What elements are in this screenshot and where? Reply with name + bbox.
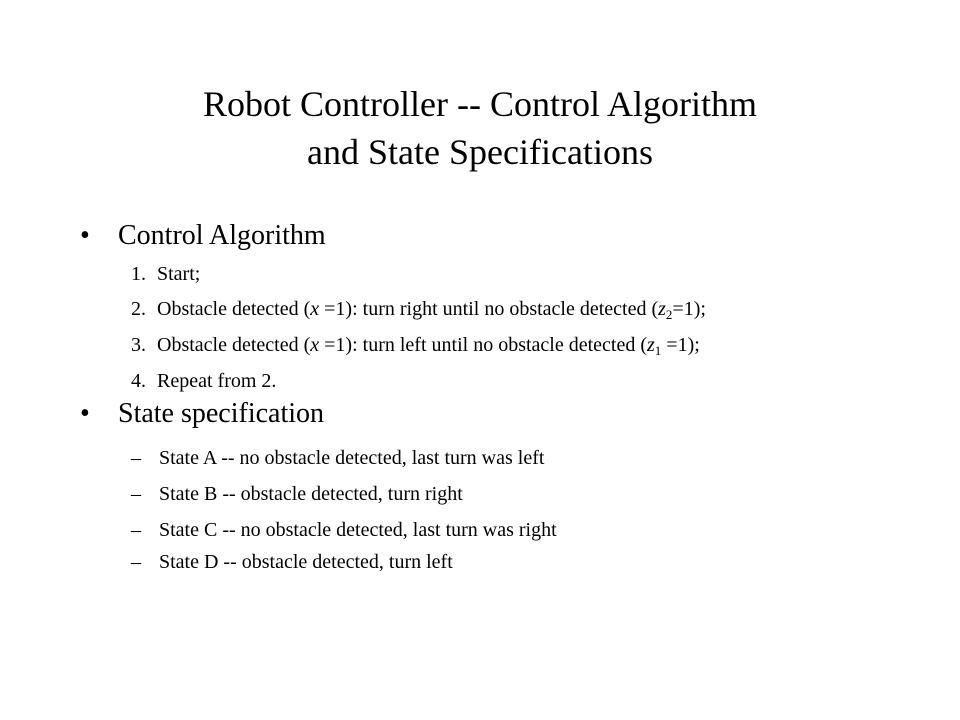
state-text: State D -- obstacle detected, turn left [159, 551, 453, 573]
bullet-dot-icon: • [80, 398, 90, 429]
step-text-post: =1); [672, 298, 706, 320]
title-line-1: Robot Controller -- Control Algorithm [203, 84, 757, 124]
state-text: State C -- no obstacle detected, last turn was right [159, 519, 557, 541]
state-item-c [131, 518, 557, 542]
step-number: 2. [131, 298, 146, 320]
step-number: 4. [131, 370, 146, 392]
bullet-dot-icon: • [80, 220, 90, 251]
dash-icon: – [131, 447, 141, 469]
algorithm-step-1 [131, 262, 200, 286]
state-item-a [131, 446, 544, 470]
algorithm-step-3 [131, 333, 700, 357]
step-variable: x [310, 298, 320, 320]
dash-icon: – [131, 551, 141, 573]
step-text-mid: =1): turn right until no obstacle detected ( [319, 298, 659, 320]
algorithm-step-4 [131, 369, 276, 393]
step-number: 1. [131, 263, 146, 285]
step-condition-subscript: 2 [665, 307, 673, 322]
bullet-state-specification [80, 398, 324, 430]
title-line-2: and State Specifications [307, 132, 653, 172]
step-text-pre: Obstacle detected ( [157, 334, 311, 356]
step-text-mid: =1): turn left until no obstacle detected ( [319, 334, 647, 356]
algorithm-step-2 [131, 297, 706, 321]
state-item-d [131, 550, 453, 574]
state-text: State B -- obstacle detected, turn right [159, 483, 463, 505]
step-condition-variable: z [658, 298, 666, 320]
step-text: Repeat from 2. [157, 370, 277, 392]
slide-title [0, 80, 960, 176]
bullet-control-algorithm [80, 220, 326, 252]
dash-icon: – [131, 519, 141, 541]
bullet-heading: State specification [118, 398, 325, 429]
step-variable: x [310, 334, 320, 356]
step-condition-subscript: 1 [654, 343, 662, 358]
bullet-heading: Control Algorithm [118, 220, 326, 251]
state-text: State A -- no obstacle detected, last turn was left [159, 447, 545, 469]
state-item-b [131, 482, 463, 506]
step-text: Start; [157, 263, 201, 285]
dash-icon: – [131, 483, 141, 505]
step-text-post: =1); [661, 334, 700, 356]
step-text-pre: Obstacle detected ( [157, 298, 311, 320]
step-number: 3. [131, 334, 146, 356]
step-condition-variable: z [647, 334, 655, 356]
